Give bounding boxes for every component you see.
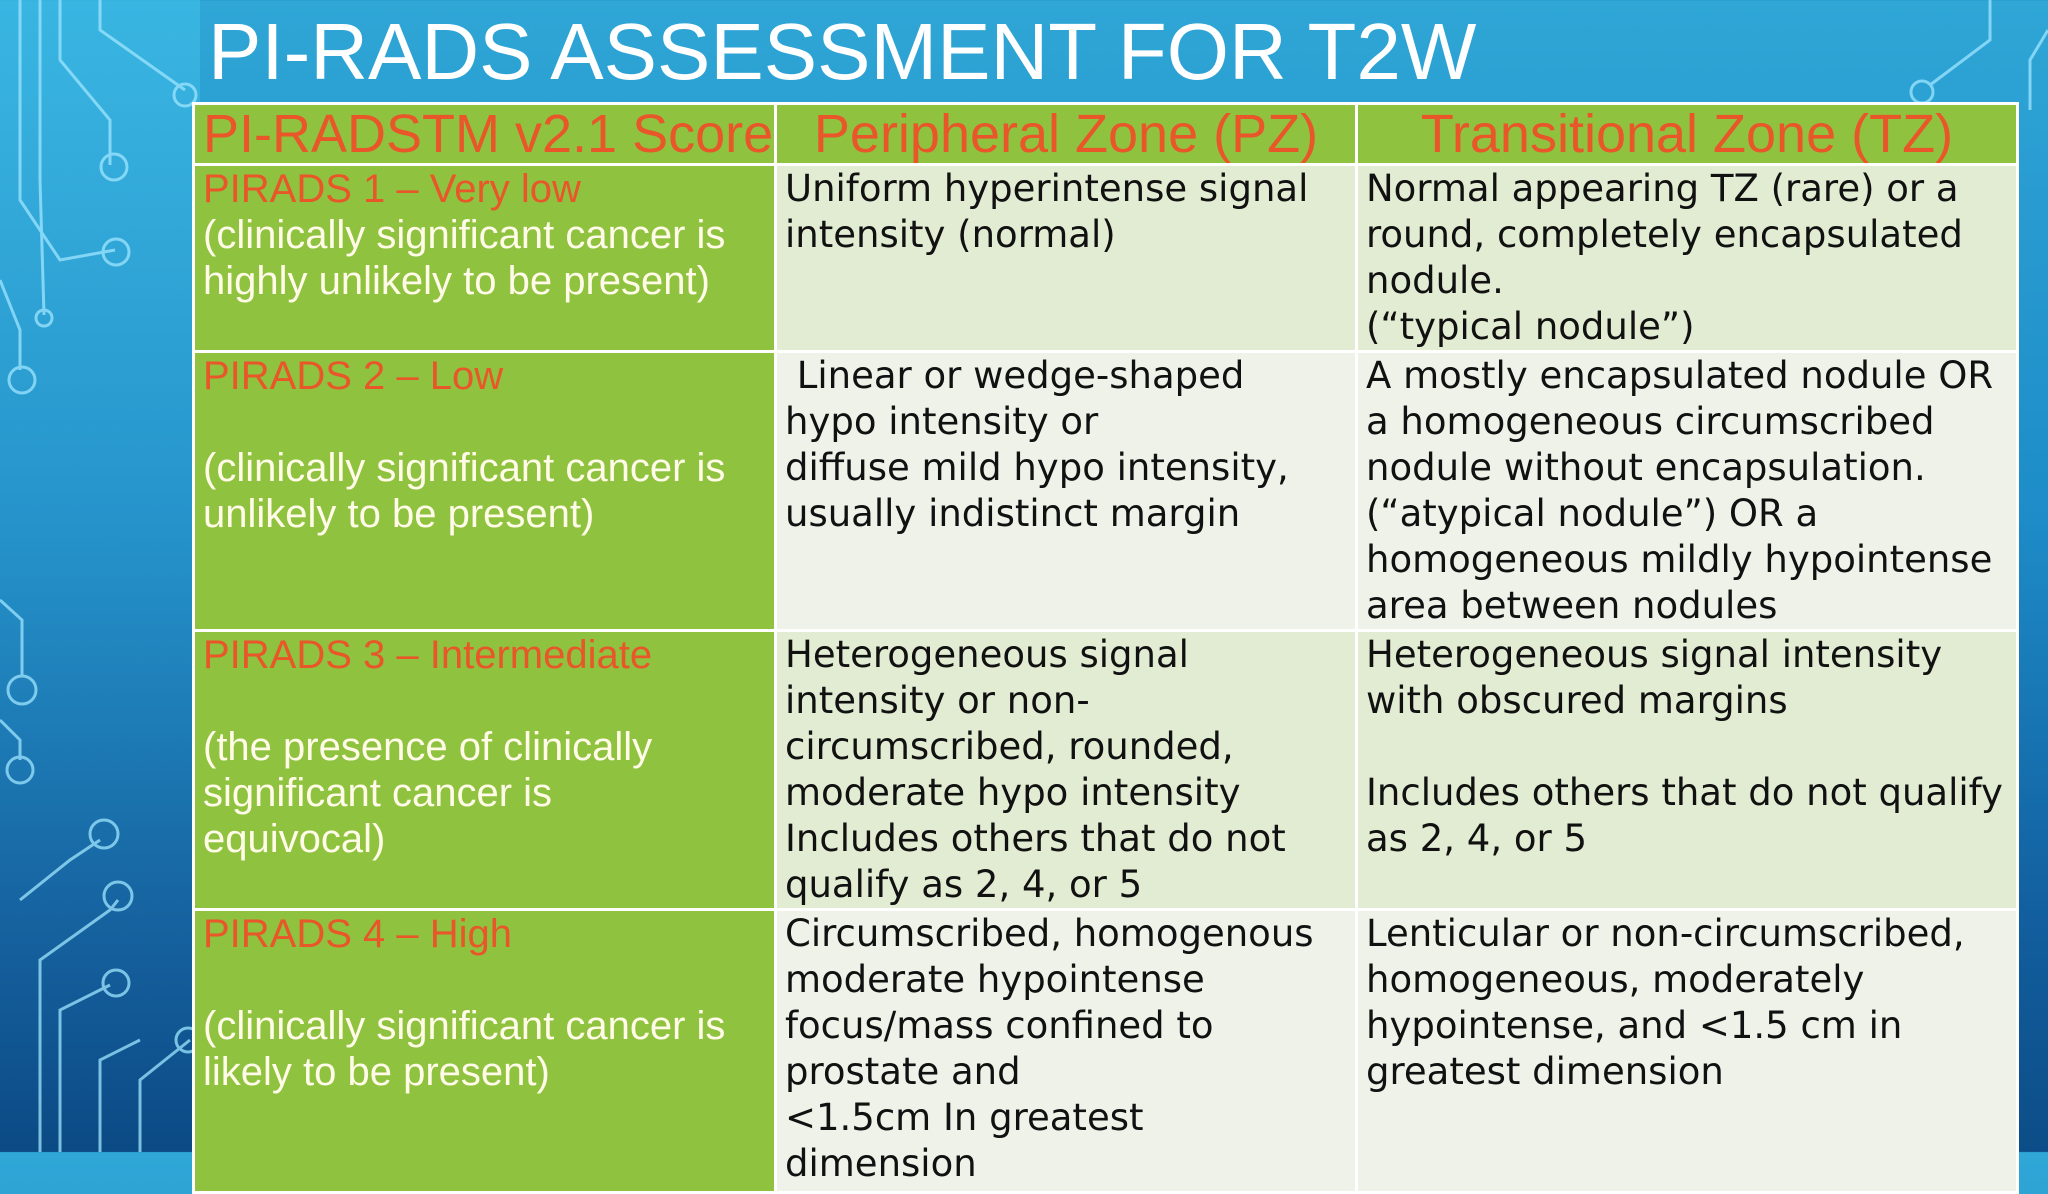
- score-cell: [194, 910, 776, 1193]
- pz-text: <1.5cm In greatest: [785, 1096, 1144, 1139]
- tz-cell: [1357, 631, 2018, 910]
- tz-text: area between nodules: [1366, 584, 1778, 627]
- score-label: PIRADS 1 – Very low: [203, 167, 581, 211]
- pz-text: Circumscribed, homogenous: [785, 912, 1314, 955]
- tz-text: as 2, 4, or 5: [1366, 817, 1587, 860]
- tz-cell: [1357, 910, 2018, 1193]
- pz-text: dimension: [785, 1142, 977, 1185]
- pz-text: Includes others that do not: [785, 817, 1286, 860]
- score-description: unlikely to be present): [203, 492, 595, 536]
- table-row: [194, 352, 2018, 631]
- tz-text: round, completely encapsulated: [1366, 213, 1963, 256]
- pz-text: intensity (normal): [785, 213, 1116, 256]
- spacer: [203, 957, 766, 1003]
- header-score: PI-RADSTM v2.1 Score: [194, 104, 776, 165]
- score-description: (clinically significant cancer is: [203, 446, 726, 490]
- tz-text: hypointense, and <1.5 cm in: [1366, 1004, 1903, 1047]
- score-description: (the presence of clinically: [203, 725, 653, 769]
- tz-text: nodule without encapsulation.: [1366, 446, 1926, 489]
- pz-text: Linear or wedge-shaped: [785, 354, 1245, 397]
- tz-text: a homogeneous circumscribed: [1366, 400, 1935, 443]
- pz-text: hypo intensity or: [785, 400, 1099, 443]
- spacer: [203, 678, 766, 724]
- pz-text: prostate and: [785, 1050, 1021, 1093]
- table-row: [194, 910, 2018, 1193]
- tz-text: A mostly encapsulated nodule OR: [1366, 354, 1994, 397]
- tz-text: Lenticular or non-circumscribed,: [1366, 912, 1965, 955]
- score-cell: [194, 631, 776, 910]
- spacer: [203, 399, 766, 445]
- table-row: [194, 165, 2018, 352]
- score-description: (clinically significant cancer is: [203, 1004, 726, 1048]
- tz-cell: [1357, 352, 2018, 631]
- pz-cell: [776, 165, 1357, 352]
- pz-text: focus/mass confined to: [785, 1004, 1214, 1047]
- pz-cell: [776, 631, 1357, 910]
- pz-text: usually indistinct margin: [785, 492, 1241, 535]
- score-label: PIRADS 2 – Low: [203, 354, 504, 398]
- tz-text: nodule.: [1366, 259, 1504, 302]
- pz-text: Uniform hyperintense signal: [785, 167, 1309, 210]
- table-row: [194, 631, 2018, 910]
- pz-text: qualify as 2, 4, or 5: [785, 863, 1143, 906]
- tz-text: (“atypical nodule”) OR a: [1366, 492, 1819, 535]
- score-cell: [194, 165, 776, 352]
- header-transitional-zone: Transitional Zone (TZ): [1357, 104, 2018, 165]
- tz-text: homogeneous, moderately: [1366, 958, 1865, 1001]
- tz-text: homogeneous mildly hypointense: [1366, 538, 1993, 581]
- header-row: [194, 104, 2018, 165]
- score-description: highly unlikely to be present): [203, 259, 710, 303]
- pz-text: moderate hypointense: [785, 958, 1205, 1001]
- tz-text: Normal appearing TZ (rare) or a: [1366, 167, 1959, 210]
- pz-text: circumscribed, rounded,: [785, 725, 1234, 768]
- pz-cell: [776, 352, 1357, 631]
- score-description: likely to be present): [203, 1050, 550, 1094]
- tz-text: Heterogeneous signal intensity: [1366, 633, 1943, 676]
- pz-text: intensity or non-: [785, 679, 1090, 722]
- spacer: [1366, 724, 2008, 770]
- score-label: PIRADS 4 – High: [203, 912, 513, 956]
- score-cell: [194, 352, 776, 631]
- score-description: (clinically significant cancer is: [203, 213, 726, 257]
- header-peripheral-zone: Peripheral Zone (PZ): [776, 104, 1357, 165]
- score-label: PIRADS 3 – Intermediate: [203, 633, 653, 677]
- pirads-table: [192, 102, 2019, 1194]
- tz-cell: [1357, 165, 2018, 352]
- score-description: significant cancer is: [203, 771, 553, 815]
- tz-text: Includes others that do not qualify: [1366, 771, 2003, 814]
- score-description: equivocal): [203, 817, 386, 861]
- pz-cell: [776, 910, 1357, 1193]
- tz-text: with obscured margins: [1366, 679, 1788, 722]
- pz-text: diffuse mild hypo intensity,: [785, 446, 1289, 489]
- pz-text: Heterogeneous signal: [785, 633, 1189, 676]
- pz-text: moderate hypo intensity: [785, 771, 1241, 814]
- tz-text: greatest dimension: [1366, 1050, 1724, 1093]
- tz-text: (“typical nodule”): [1366, 305, 1695, 348]
- slide-title: PI-RADS ASSESSMENT FOR T2W: [208, 7, 1477, 96]
